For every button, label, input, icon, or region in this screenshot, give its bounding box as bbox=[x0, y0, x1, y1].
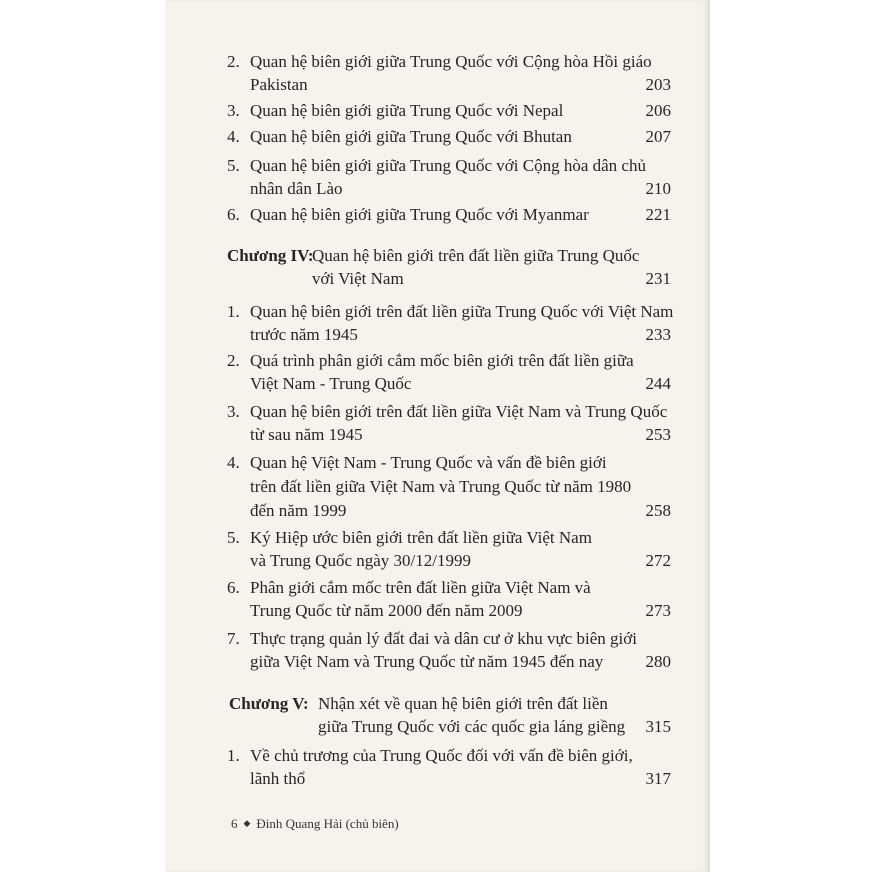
footer-author: Đinh Quang Hải (chủ biên) bbox=[256, 816, 399, 831]
entry-line: Quan hệ biên giới giữa Trung Quốc với Cộng hòa dân chủ bbox=[250, 156, 646, 175]
entry-page: 233 bbox=[645, 325, 671, 344]
entry-page: 203 bbox=[645, 75, 671, 94]
entry-line: từ sau năm 1945 bbox=[250, 425, 363, 444]
entry-line: giữa Việt Nam và Trung Quốc từ năm 1945 đến nay bbox=[250, 652, 604, 671]
entry-number: 3. bbox=[227, 402, 240, 421]
chapter-title-line: với Việt Nam bbox=[312, 269, 404, 288]
entry-number: 6. bbox=[227, 578, 240, 597]
entry-number: 6. bbox=[227, 205, 240, 224]
entry-line: lãnh thổ bbox=[250, 769, 306, 788]
entry-line: trước năm 1945 bbox=[250, 325, 358, 344]
entry-number: 4. bbox=[227, 453, 240, 472]
page-footer bbox=[231, 816, 399, 832]
entry-number: 5. bbox=[227, 528, 240, 547]
chapter-label: Chương IV: bbox=[227, 246, 314, 265]
entry-line: Quan hệ biên giới giữa Trung Quốc với Myanmar bbox=[250, 205, 589, 224]
entry-number: 4. bbox=[227, 127, 240, 146]
entry-number: 2. bbox=[227, 52, 240, 71]
entry-line: và Trung Quốc ngày 30/12/1999 bbox=[250, 551, 471, 570]
entry-line: Quá trình phân giới cắm mốc biên giới trên đất liền giữa bbox=[250, 351, 634, 370]
page-edge bbox=[708, 0, 710, 872]
entry-line: Về chủ trương của Trung Quốc đối với vấn đề biên giới, bbox=[250, 746, 633, 765]
entry-page: 317 bbox=[645, 769, 671, 788]
diamond-separator-icon: ◆ bbox=[243, 818, 251, 828]
entry-line: Pakistan bbox=[250, 75, 308, 94]
entry-page: 206 bbox=[645, 101, 671, 120]
entry-number: 1. bbox=[227, 746, 240, 765]
entry-line: Việt Nam - Trung Quốc bbox=[250, 374, 412, 393]
entry-line: Ký Hiệp ước biên giới trên đất liền giữa Việt Nam bbox=[250, 528, 592, 547]
entry-page: 253 bbox=[645, 425, 671, 444]
entry-line: Phân giới cắm mốc trên đất liền giữa Việt Nam và bbox=[250, 578, 591, 597]
entry-line: trên đất liền giữa Việt Nam và Trung Quốc từ năm 1980 bbox=[250, 477, 632, 496]
entry-line: Trung Quốc từ năm 2000 đến năm 2009 bbox=[250, 601, 523, 620]
entry-page: 258 bbox=[645, 501, 671, 520]
entry-number: 5. bbox=[227, 156, 240, 175]
entry-line: Quan hệ Việt Nam - Trung Quốc và vấn đề biên giới bbox=[250, 453, 607, 472]
entry-line: nhân dân Lào bbox=[250, 179, 343, 198]
chapter-title-line: Nhận xét về quan hệ biên giới trên đất liền bbox=[318, 694, 608, 713]
page-number: 6 bbox=[231, 816, 238, 831]
entry-page: 210 bbox=[645, 179, 671, 198]
chapter-page: 231 bbox=[645, 269, 671, 288]
entry-number: 7. bbox=[227, 629, 240, 648]
entry-line: Quan hệ biên giới trên đất liền giữa Việt Nam và Trung Quốc bbox=[250, 402, 668, 421]
entry-page: 280 bbox=[645, 652, 671, 671]
entry-page: 244 bbox=[645, 374, 671, 393]
entry-page: 272 bbox=[645, 551, 671, 570]
entry-line: Quan hệ biên giới giữa Trung Quốc với Cộng hòa Hồi giáo bbox=[250, 52, 652, 71]
entry-number: 2. bbox=[227, 351, 240, 370]
entry-page: 221 bbox=[645, 205, 671, 224]
entry-line: Thực trạng quản lý đất đai và dân cư ở khu vực biên giới bbox=[250, 629, 637, 648]
entry-line: đến năm 1999 bbox=[250, 501, 347, 520]
entry-page: 273 bbox=[645, 601, 671, 620]
chapter-title-line: giữa Trung Quốc với các quốc gia láng giềng bbox=[318, 717, 626, 736]
entry-line: Quan hệ biên giới trên đất liền giữa Trung Quốc với Việt Nam bbox=[250, 302, 674, 321]
entry-number: 3. bbox=[227, 101, 240, 120]
chapter-page: 315 bbox=[645, 717, 671, 736]
chapter-title-line: Quan hệ biên giới trên đất liền giữa Trung Quốc bbox=[312, 246, 640, 265]
entry-page: 207 bbox=[645, 127, 671, 146]
entry-number: 1. bbox=[227, 302, 240, 321]
entry-line: Quan hệ biên giới giữa Trung Quốc với Bhutan bbox=[250, 127, 572, 146]
chapter-label: Chương V: bbox=[229, 694, 309, 713]
entry-line: Quan hệ biên giới giữa Trung Quốc với Nepal bbox=[250, 101, 564, 120]
